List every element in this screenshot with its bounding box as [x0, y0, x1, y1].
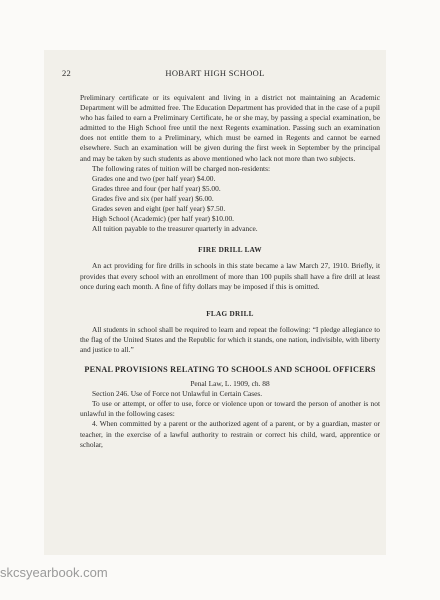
penal-provisions-heading: PENAL PROVISIONS RELATING TO SCHOOLS AND SCHOOL OFFICERS: [84, 365, 376, 375]
fee-line: High School (Academic) (per half year) $10.00.: [92, 214, 235, 224]
page-body: [80, 93, 380, 450]
fire-drill-heading: FIRE DRILL LAW: [198, 246, 262, 255]
site-watermark: skcsyearbook.com: [0, 565, 108, 580]
running-title: HOBART HIGH SCHOOL: [165, 68, 265, 78]
force-intro-paragraph: To use or attempt, or offer to use, force or violence upon or toward the person of another is not unlawful in the following cases:: [80, 399, 380, 419]
fire-drill-paragraph: An act providing for fire drills in schools in this state became a law March 27, 1910. Briefly, it provides that every school with an enrollment of more than 100 pupils shall have a fire drill at least once during each month. A fine of fifty dollars may be imposed if this is omitted.: [80, 261, 380, 291]
section-246-title: Section 246. Use of Force not Unlawful in Certain Cases.: [92, 389, 263, 399]
fee-line: All tuition payable to the treasurer quarterly in advance.: [92, 224, 258, 234]
flag-drill-heading: FLAG DRILL: [206, 309, 254, 318]
tuition-rates-intro: The following rates of tuition will be charged non-residents:: [92, 163, 271, 173]
admission-paragraph: Preliminary certificate or its equivalent and living in a district not maintaining an Academic Department will be admitted free. The Education Department has provided that in the case of a pupil who has failed to earn a Preliminary Certificate, he or she may, by passing a special examination, be admitted to the High School free until the next Regents examination. Passing such an examination does not entitle them to a Preliminary, which must be earned in Regents and cannot be earned elsewhere. Such an examination will be given during the first week in September by the principal and may be taken by such students as above mentioned who lack not more than two subjects.: [80, 93, 380, 163]
penal-law-citation: Penal Law, L. 1909, ch. 88: [190, 379, 270, 389]
clause-4-paragraph: 4. When committed by a parent or the authorized agent of a parent, or by a guardian, master or teacher, in the exercise of a lawful authority to restrain or correct his child, ward, apprentice or scholar,: [80, 419, 380, 449]
fee-line: Grades one and two (per half year) $4.00.: [92, 173, 216, 183]
page-number: 22: [62, 68, 72, 78]
fee-line: Grades seven and eight (per half year) $7.50.: [92, 204, 226, 214]
fee-line: Grades five and six (per half year) $6.00.: [92, 193, 214, 203]
flag-drill-paragraph: All students in school shall be required to learn and repeat the following: “I pledge allegiance to the flag of the United States and the Republic for which it stands, one nation, indivisible, with liberty and justice to all.”: [80, 324, 380, 354]
fee-line: Grades three and four (per half year) $5.00.: [92, 183, 221, 193]
scanned-page: [44, 50, 386, 555]
